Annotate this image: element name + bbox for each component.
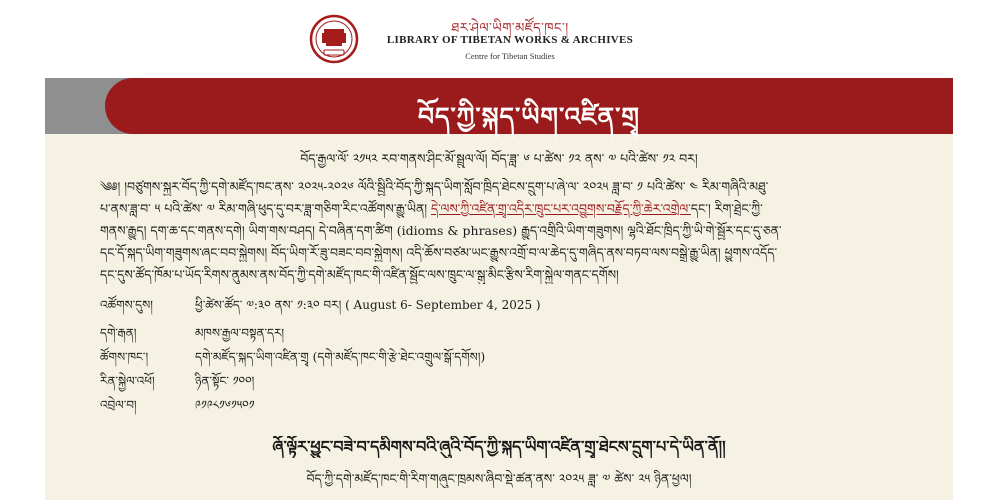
field-value-venue: དགེ་མཛོད་སྐད་ཡིག་འཛིན་གྲྭ (དགེ་མཛོད་ཁང་གི་རྩེ་ཐེང་འགྲུལ་སྒོ་དགོས།) (195, 350, 486, 364)
field-value-time: ཕྱི་ཚེས་ཚོད་ ༧:༣༠ ནས་ ༡:༣༠ བར། ( August 6- September 4, 2025 ) (195, 298, 541, 312)
field-label-venue: ཚོགས་ཁང་། (100, 350, 149, 364)
paragraph-line: དང་དོ་སྐད་ཡིག་གཟུགས་ཞང་བབ་སྐྱེགས། བོད་ཡིག་རོ་ཟུ་བཟང་བབ་སྐྱེགས། འདི་ཆོས་བཙམ་ཡང་རྒྱུས་འགྲོ་བ་ལ་ཆེད་དུ་གཞིད་ནས་བཏབ་ལས་བསྒྲེ་རྒྱུ་ཡིན། ཕྱུགས་འདོད་ (100, 245, 778, 260)
field-label-time: འཚོགས་དུས། (100, 298, 153, 312)
paragraph-line (100, 200, 900, 218)
paragraph-line: དང་དུས་ཚོད་ཁོམ་པ་ཡོད་རིགས་ནུམས་ནས་བོད་ཀྱི་དགེ་མཛོད་ཁང་གི་འཛིན་སྦྱོང་ལས་ཁྲུང་ལ་སྒུ་མིང་རྩིས་རིག་སྐྱེལ་གནང་དགོས། (100, 267, 619, 282)
paragraph-text: དང་། རིག་ཐྲེང་ཀྱི་ (690, 201, 763, 216)
date-line: བོད་རྒྱལ་ལོ་ ༢༡༥༢ རབ་གནས་ཤིང་མོ་སྦྲུལ་ལོ། བོད་ཟླ་ ༦ པ་ཚེས་ ༡༢ ནས་ ༧ པའི་ཚེས་ ༡༢ བར། (300, 151, 698, 166)
site-header (0, 0, 1000, 78)
closing-title: ཞོ་ལྟོར་ཕྱུང་བཟེ་བ་དམིགས་བའི་ཞུའི་བོད་ཀྱི་སྐད་ཡིག་འཛིན་གྲྭ་ཐེངས་དྲུག་པ་དེ་ཡིན་ནོ།། (272, 437, 726, 456)
closing-line: བོད་ཀྱི་དགེ་མཛོད་ཁང་གི་རིག་གཞུང་ཁྲམས་ཞིབ་སྡེ་ཚན་ནས་ ༢༠༢༥ ཟླ་ ༧ ཚེས་ ༢༥ ཉིན་ཕྱལ། (306, 471, 692, 486)
paragraph-text: པ་ནས་ཟླ་བ་ ༥ པའི་ཚེས་ ༧ རིམ་གཞི་ཕུད་དུ་བར་ཟླ་གཅིག་རིང་འཚོགས་རྒྱུ་ཡིན། (100, 201, 432, 216)
ltwa-seal-icon[interactable] (309, 14, 359, 64)
notice-body (45, 134, 953, 500)
banner-title: བོད་ཀྱི་སྐད་ཡིག་འཛིན་གྲྭ (418, 102, 640, 131)
field-label-fee: རིན་སྐྱེལ་འཕོ། (100, 374, 155, 388)
field-value-teacher: མཁས་རྒྱལ་བསྟན་དར། (195, 326, 285, 340)
org-name-tibetan: ཐར་ཤེལ་ཡིག་མཛོད་ཁང་། (451, 21, 569, 36)
highlighted-text: དེ་ལས་ཀྱི་འཛིན་གྲྭ་འདིར་ཁྲུང་པར་འབྱུགས་བརྗོད་ཀྱི་ཆེར་འགྲེལ་ (431, 201, 691, 216)
org-name: LIBRARY OF TIBETAN WORKS & ARCHIVES (386, 34, 634, 46)
field-label-contact: འབྲེལ་བ། (100, 398, 137, 412)
field-value-fee: ཉིན་སྟོང་ ༡༠༠། (195, 374, 255, 388)
field-value-contact: ༩༡༩༨༡༦༡༥༠༡ (195, 398, 255, 412)
field-label-teacher: དགེ་རྒན། (100, 326, 137, 340)
paragraph-line: ༄༅། །བཙུགས་སྐྱར་བོད་ཀྱི་དགེ་མཛོད་ཁང་ནས་ ༢༠༢༥-༢༠༢༦ ལོའི་སྦྱིའི་བོད་ཀྱི་སྐད་ཡིག་སློབ་ཁྲིད་ཐེངས་དྲུག་པ་ཞེ་ལ་ ༢༠༢༥ ཟླ་བ་ ༡ པའི་ཚེས་ ༤ རིམ་གཞིའི་མཐུ་ (100, 179, 769, 194)
org-subtitle: Centre for Tibetan Studies (465, 51, 555, 61)
paragraph-line: གནས་རྒྱུད། དག་ཆ་དང་གནས་དགེ། ཡིག་གས་བཤད། དེ་བཞིན་དག་ཚིག (idioms & phrases) རྒྱུད་འགྲིའི་ཡིག་གཟུགས། ལྷའི་ཐོང་ཁྲིད་ཀྱི་ཡི་གེ་སྦྱོར་དང་དུ་ཅན་ (100, 223, 782, 238)
